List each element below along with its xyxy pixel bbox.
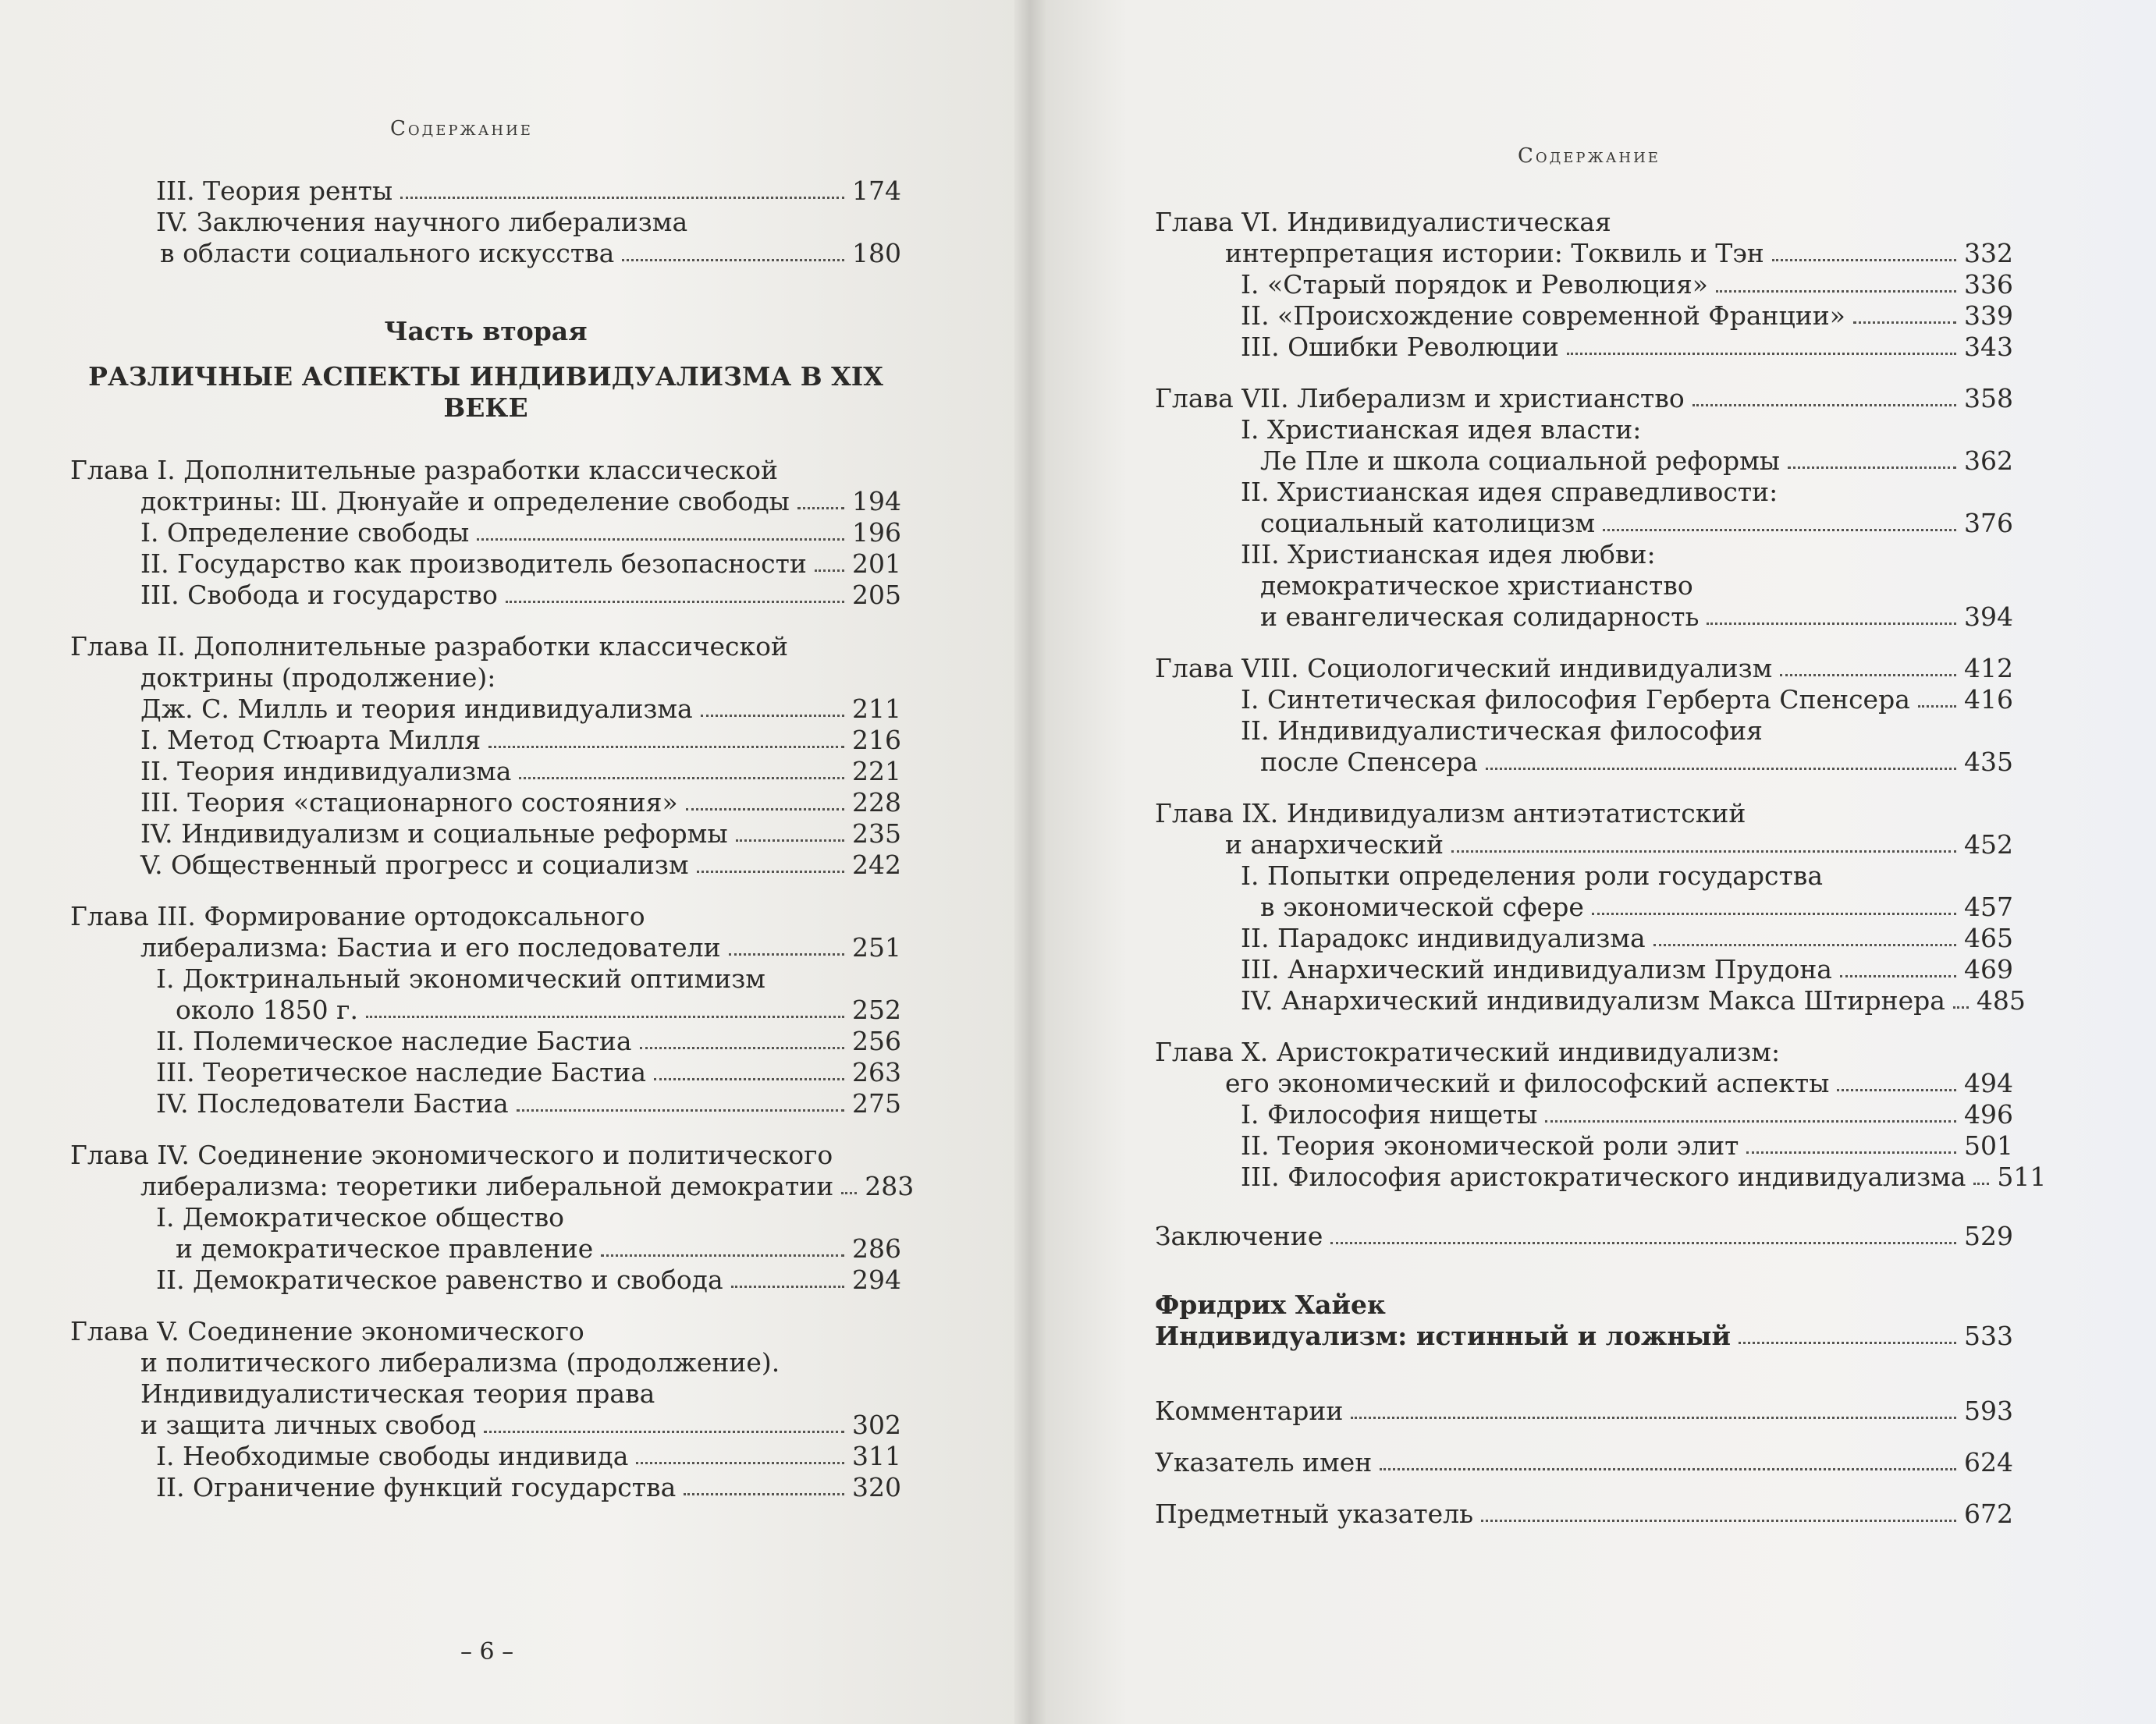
chapter-entry[interactable]: Глава VIII. Социологический индивидуализм 412 [1155,653,2013,683]
chapter-entry[interactable]: либерализма: Бастиа и его последователи 251 [140,932,901,963]
toc-entry[interactable]: I. Определение свободы 196 [140,517,901,548]
toc-entry[interactable]: II. Демократическое равенство и свобода 294 [156,1265,901,1295]
toc-entry[interactable]: III. Теория ренты 174 [156,176,901,206]
chapter-title: Глава I. Дополнительные разработки классической [70,455,778,485]
toc-entry[interactable]: социальный католицизм 376 [1260,508,2013,538]
chapter-entry[interactable]: Дж. С. Милль и теория индивидуализма 211 [140,694,901,724]
chapter-entry[interactable]: его экономический и философский аспекты 494 [1225,1068,2013,1098]
chapter-entry[interactable]: Глава VII. Либерализм и христианство 358 [1155,383,2013,413]
chapter-title: Глава IV. Соединение экономического и политического [70,1140,833,1170]
toc-entry-line: I. Христианская идея власти: [1241,414,1642,445]
toc-entry[interactable]: II. Теория индивидуализма 221 [140,756,901,786]
toc-entry-line: I. Попытки определения роли государства [1241,860,1824,891]
book-gutter [1014,0,1046,1724]
toc-entry-line: II. Христианская идея справедливости: [1241,477,1778,507]
toc-entry[interactable]: в области социального искусства 180 [160,238,901,268]
toc-entry[interactable]: II. Полемическое наследие Бастиа 256 [156,1026,901,1056]
hayek-entry[interactable]: Индивидуализм: истинный и ложный 533 [1155,1321,2013,1351]
hayek-author: Фридрих Хайек [1155,1289,1386,1320]
toc-entry-line: III. Христианская идея любви: [1241,539,1656,569]
chapter-title-line: доктрины (продолжение): [140,662,496,693]
name-index-entry[interactable]: Указатель имен 624 [1155,1447,2013,1477]
chapter-entry[interactable]: доктрины: Ш. Дюнуайе и определение свободы 194 [140,486,901,516]
toc-entry-line: демократическое христианство [1260,570,1693,601]
left-running-header: Содержание [390,117,533,140]
toc-entry[interactable]: и демократическое правление 286 [176,1233,901,1264]
toc-entry[interactable]: III. Свобода и государство 205 [140,580,901,610]
toc-entry[interactable]: в экономической сфере 457 [1260,892,2013,922]
toc-entry[interactable]: II. Государство как производитель безопасности 201 [140,548,901,579]
toc-entry[interactable]: IV. Последователи Бастиа 275 [156,1088,901,1119]
chapter-entry[interactable]: либерализма: теоретики либеральной демократии 283 [140,1171,915,1201]
chapter-title-line: и политического либерализма (продолжение). [140,1347,780,1378]
toc-entry[interactable]: II. «Происхождение современной Франции» 339 [1241,300,2013,331]
toc-entry[interactable]: IV. Анархический индивидуализм Макса Штирнера 485 [1241,985,2026,1016]
left-toc [70,176,915,1503]
chapter-title: Глава V. Соединение экономического [70,1316,584,1346]
toc-entry-line: IV. Заключения научного либерализма [156,207,688,237]
right-toc [1155,207,2047,1530]
toc-entry[interactable]: I. «Старый порядок и Революция» 336 [1241,269,2013,300]
conclusion-entry[interactable]: Заключение 529 [1155,1221,2013,1251]
chapter-title: Глава IX. Индивидуализм антиэтатистский [1155,798,1746,828]
chapter-title: Глава III. Формирование ортодоксального [70,901,645,931]
chapter-title: Глава II. Дополнительные разработки классической [70,631,789,662]
chapter-title: Глава X. Аристократический индивидуализм: [1155,1037,1781,1067]
toc-entry[interactable]: III. Анархический индивидуализм Прудона 469 [1241,954,2013,984]
toc-entry[interactable]: III. Философия аристократического индивидуализма 511 [1241,1162,2047,1192]
chapter-entry[interactable]: и анархический 452 [1225,829,2013,860]
toc-entry[interactable]: I. Синтетическая философия Герберта Спенсера 416 [1241,684,2013,715]
chapter-entry[interactable]: и защита личных свобод 302 [140,1410,901,1440]
chapter-title: Глава VI. Индивидуалистическая [1155,207,1611,237]
toc-entry-line: II. Индивидуалистическая философия [1241,715,1763,746]
toc-entry[interactable]: и евангелическая солидарность 394 [1260,601,2013,632]
toc-entry[interactable]: V. Общественный прогресс и социализм 242 [140,850,901,880]
part-subtitle: РАЗЛИЧНЫЕ АСПЕКТЫ ИНДИВИДУАЛИЗМА В XIX ВЕКЕ [88,361,883,423]
toc-entry[interactable]: после Спенсера 435 [1260,747,2013,777]
subject-index-entry[interactable]: Предметный указатель 672 [1155,1499,2013,1529]
chapter-entry[interactable]: интерпретация истории: Токвиль и Тэн 332 [1225,238,2013,268]
toc-entry[interactable]: I. Необходимые свободы индивида 311 [156,1441,901,1471]
chapter-title-line: Индивидуалистическая теория права [140,1378,655,1409]
page-number: – 6 – [460,1638,514,1665]
part-title: Часть вторая [384,316,588,346]
toc-entry[interactable]: I. Философия нищеты 496 [1241,1099,2013,1130]
toc-entry-line: I. Демократическое общество [156,1202,565,1233]
comments-entry[interactable]: Комментарии 593 [1155,1396,2013,1426]
toc-entry[interactable]: около 1850 г. 252 [176,995,901,1025]
right-running-header: Содержание [1518,144,1661,168]
toc-entry[interactable]: II. Теория экономической роли элит 501 [1241,1130,2013,1161]
toc-entry[interactable]: III. Ошибки Революции 343 [1241,332,2013,362]
toc-entry[interactable]: II. Парадокс индивидуализма 465 [1241,923,2013,953]
toc-entry[interactable]: Ле Пле и школа социальной реформы 362 [1260,445,2013,476]
toc-entry-line: I. Доктринальный экономический оптимизм [156,963,765,994]
toc-entry[interactable]: III. Теоретическое наследие Бастиа 263 [156,1057,901,1087]
toc-entry[interactable]: III. Теория «стационарного состояния» 228 [140,787,901,818]
toc-entry[interactable]: I. Метод Стюарта Милля 216 [140,725,901,755]
toc-entry[interactable]: IV. Индивидуализм и социальные реформы 235 [140,818,901,849]
toc-entry[interactable]: II. Ограничение функций государства 320 [156,1472,901,1502]
